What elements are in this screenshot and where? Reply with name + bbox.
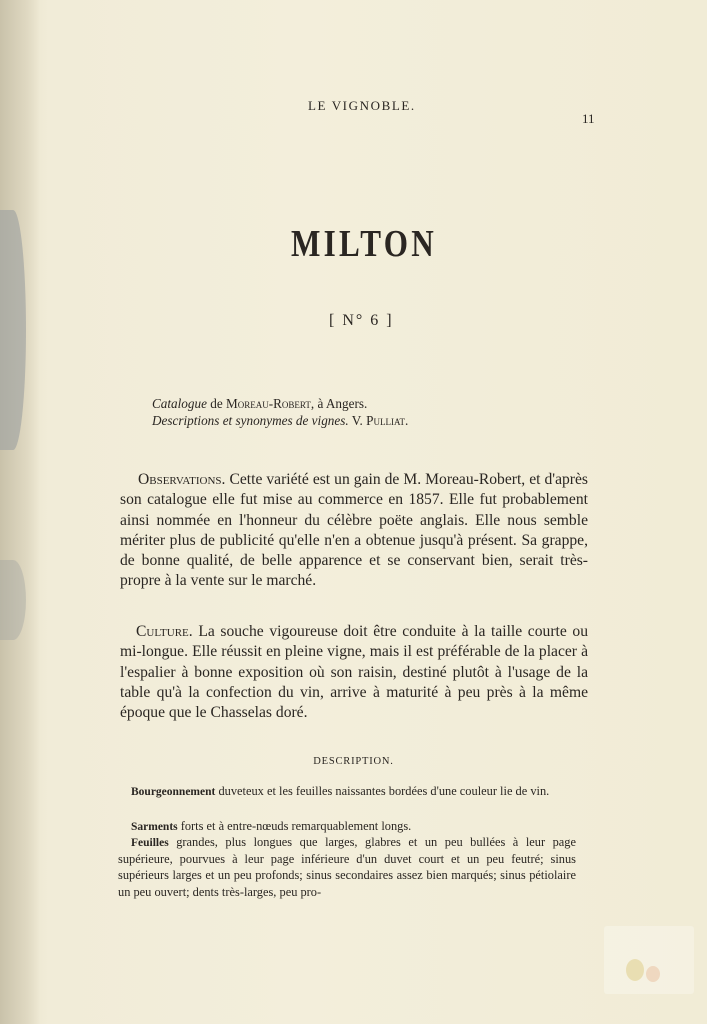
reference-descriptions [152,412,452,429]
fruit-icon [646,966,660,982]
scan-shadow [0,210,26,450]
culture-text: La souche vigoureuse doit être conduite à la taille courte ou mi-longue. Elle réussit en pleine vigne, mais il est préférable de la placer à l'espalier à bonne exposition où son raisin, destiné plutôt à l'usage de la table qu'à la confection du vin, arrive à maturité à peu près à la même époque que le Chasselas doré. [120,623,588,722]
page-number: 11 [582,111,595,126]
description-text: grandes, plus longues que larges, glabres et un peu bullées à leur page supérieure, pourvues à leur page inférieure d'un duvet court et un peu feutré; sinus supérieurs larges et un peu profonds; sinus secondaires assez bien marqués; sinus pétiolaire un peu ouvert; dents très-larges, peu pro- [118,835,576,899]
reference-catalogue [152,395,452,412]
description-text: duveteux et les feuilles naissantes bordées d'une couleur lie de vin. [215,784,550,798]
observations-lead: Observations. [138,471,226,488]
reference-author: Moreau-Robert [226,396,311,411]
reference-text: , à Angers. [310,396,368,411]
scan-shadow [0,560,26,640]
reference-title: Catalogue [152,396,207,411]
reference-title: Descriptions et synonymes de vignes. [152,413,349,428]
references [152,395,452,429]
description-item [118,834,576,900]
culture-lead: Culture. [136,623,193,640]
description-item [118,818,576,835]
description-term: Bourgeonnement [131,786,216,798]
running-head: LE VIGNOBLE. [308,98,416,113]
reference-author: Pulliat. [366,413,409,428]
culture-paragraph [120,622,588,723]
library-stamp [604,926,694,994]
observations-paragraph [120,470,588,592]
book-spine-shadow [0,0,40,1024]
reference-text: de [206,396,226,411]
entry-title: MILTON [290,223,438,265]
observations-text: Cette variété est un gain de M. Moreau-Robert, et d'après son catalogue elle fut mise au commerce en 1857. Elle fut probablement ainsi nommée en l'honneur du célèbre poëte anglais. Elle nous semble mériter plus de publicité qu'elle n'en a obtenue jusqu'à présent. Sa grappe, de bonne qualité, de belle apparence et se conservant bien, serait très-propre à la vente sur le marché. [120,471,588,590]
description-heading: DESCRIPTION. [313,756,394,767]
entry-number: [ N° 6 ] [329,312,394,329]
fruit-icon [626,959,644,981]
reference-text: V. [348,413,367,428]
description-item [118,783,576,800]
description-term: Feuilles [131,837,169,849]
description-text: forts et à entre-nœuds remarquablement longs. [177,819,412,833]
description-term: Sarments [131,821,178,833]
